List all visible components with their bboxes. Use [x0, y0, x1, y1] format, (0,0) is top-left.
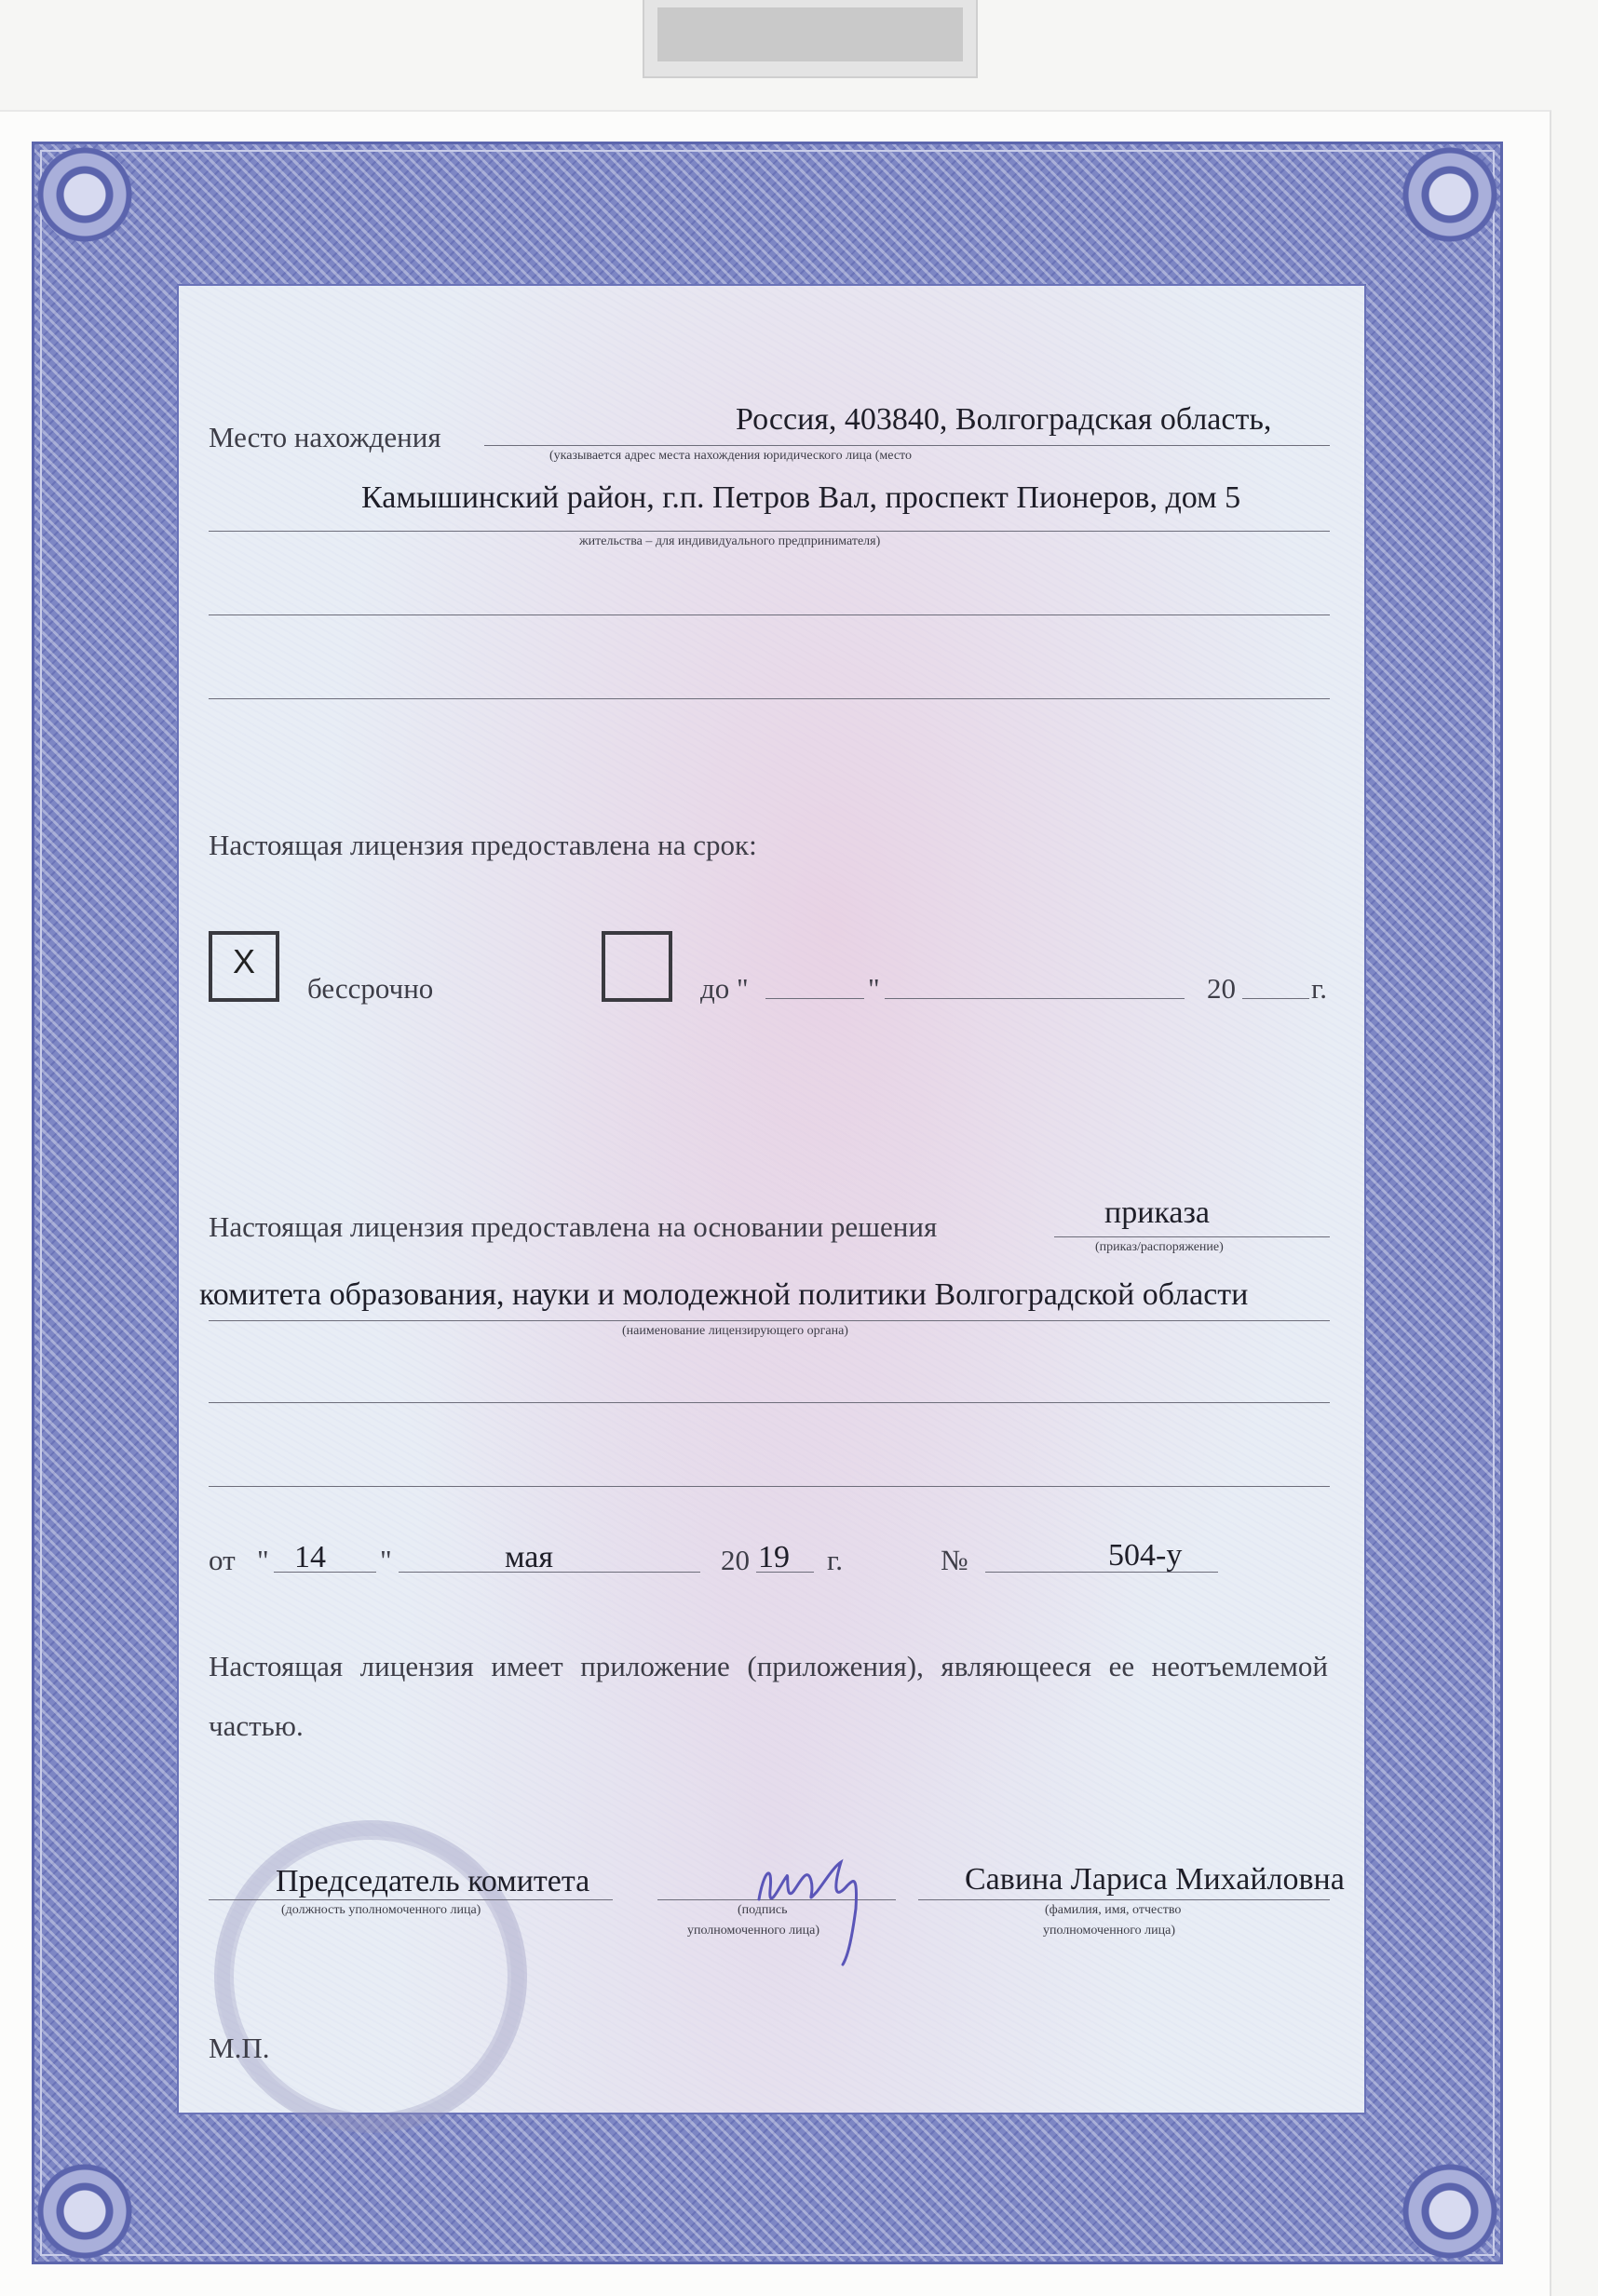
number-label: № [941, 1544, 968, 1576]
number-line [985, 1572, 1218, 1573]
address-line-1 [484, 445, 1330, 446]
address-value-1: Россия, 403840, Волгоградская область, [736, 402, 1272, 437]
until-year-prefix: 20 [1207, 972, 1236, 1005]
scanner-tab [643, 0, 978, 78]
until-checkbox [602, 931, 672, 1002]
position-line [209, 1899, 613, 1900]
address-hint-1: (указывается адрес места нахождения юридического лица (место [549, 449, 912, 463]
handwritten-signature [731, 1825, 899, 1974]
signature-hint-2: уполномоченного лица) [687, 1924, 819, 1938]
checkbox-mark: X [232, 942, 255, 980]
date-year-prefix: 20 [721, 1544, 750, 1576]
date-day: 14 [294, 1540, 326, 1574]
name-hint-1: (фамилия, имя, отчество [1045, 1903, 1182, 1917]
until-quote-close: " [868, 972, 880, 1005]
address-line-2 [209, 531, 1330, 532]
seal-label: М.П. [209, 2032, 270, 2064]
term-heading: Настоящая лицензия предоставлена на срок: [209, 829, 757, 861]
date-year-suffix: г. [827, 1544, 843, 1576]
corner-ornament [29, 139, 141, 250]
address-hint-2: жительства – для индивидуального предпринимателя) [579, 534, 881, 548]
blank-line [209, 1486, 1330, 1487]
decision-number: 504-у [1108, 1538, 1183, 1573]
appendix-paragraph: Настоящая лицензия имеет приложение (приложения), являющееся ее неотъемлемой частью. [209, 1650, 1328, 1742]
blank-line [209, 1402, 1330, 1403]
decision-type-line [1054, 1236, 1330, 1237]
address-label: Место нахождения [209, 421, 441, 453]
authority-line [209, 1320, 1330, 1321]
name-hint-2: уполномоченного лица) [1043, 1924, 1175, 1938]
date-month: мая [505, 1540, 554, 1574]
until-year-suffix: г. [1311, 972, 1327, 1005]
signer-name: Савина Лариса Михайловна [965, 1862, 1345, 1897]
until-month-line [885, 998, 1185, 999]
date-year: 19 [758, 1540, 790, 1574]
decision-type-value: приказа [1104, 1195, 1211, 1230]
signer-position: Председатель комитета [276, 1864, 590, 1898]
decision-type-hint: (приказ/распоряжение) [1095, 1240, 1224, 1254]
position-hint: (должность уполномоченного лица) [281, 1903, 481, 1917]
address-value-2: Камышинский район, г.п. Петров Вал, проспект Пионеров, дом 5 [361, 480, 1241, 515]
signature-hint-1: (подпись [738, 1903, 788, 1917]
indefinite-label: бессрочно [307, 972, 434, 1005]
authority-hint: (наименование лицензирующего органа) [622, 1324, 848, 1338]
authority-value: комитета образования, науки и молодежной политики Волгоградской области [199, 1277, 1249, 1312]
until-label: до " [700, 972, 749, 1005]
date-quote-open: " [257, 1544, 269, 1576]
indefinite-checkbox [209, 931, 279, 1002]
date-from-label: от [209, 1544, 236, 1576]
basis-heading: Настоящая лицензия предоставлена на основании решения [209, 1210, 938, 1243]
until-year-line [1242, 998, 1309, 999]
until-day-line [765, 998, 864, 999]
corner-ornament [1394, 2155, 1506, 2267]
corner-ornament [29, 2155, 141, 2267]
date-quote-close: " [380, 1544, 392, 1576]
corner-ornament [1394, 139, 1506, 250]
name-line [918, 1899, 1330, 1900]
blank-line [209, 698, 1330, 699]
